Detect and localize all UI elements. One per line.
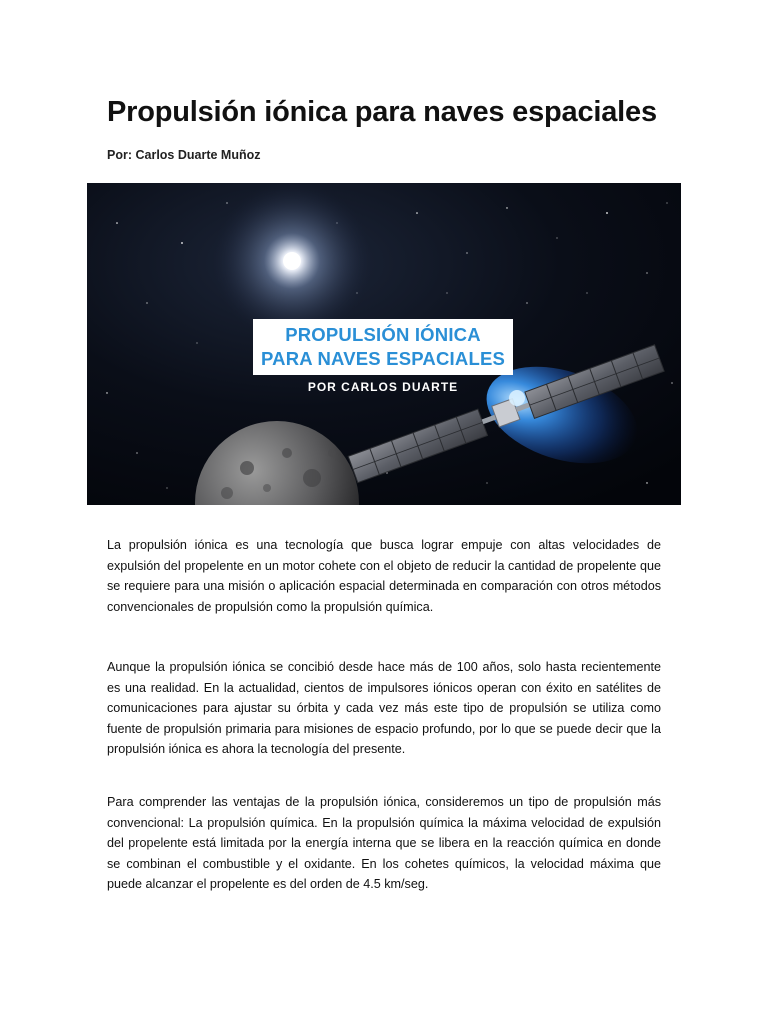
- document-title: Propulsión iónica para naves espaciales: [107, 96, 657, 128]
- author-byline: Por: Carlos Duarte Muñoz: [107, 148, 261, 162]
- hero-author-caption: POR CARLOS DUARTE: [307, 380, 459, 394]
- paragraph-history: Aunque la propulsión iónica se concibió desde hace más de 100 años, solo hasta recientemente es una realidad. En la actualidad, cientos de impulsores iónicos operan con éxito en satélites de comunicaciones para ajustar su órbita y cada vez más este tipo de propulsión se utiliza como fuente de propulsión primaria para misiones de espacio profundo, por lo que se puede decir que la propulsión iónica es ahora la tecnología del presente.: [107, 660, 661, 756]
- banner-line-2: PARA NAVES ESPACIALES: [260, 348, 506, 369]
- banner-line-1: PROPULSIÓN IÓNICA: [285, 324, 481, 345]
- hero-banner: [253, 319, 513, 375]
- paragraph-chemical-comparison: Para comprender las ventajas de la propulsión iónica, consideremos un tipo de propulsión más convencional: La propulsión química. En la propulsión química la máxima velocidad de expulsión del propelente está limitada por la energía interna que se libera en la reacción química en donde se combinan el combustible y el oxidante. En los cohetes químicos, la velocidad máxima que puede alcanzar el propelente es del orden de 4.5 km/seg.: [107, 795, 661, 891]
- paragraph-intro: La propulsión iónica es una tecnología que busca lograr empuje con altas velocidades de expulsión del propelente en un motor cohete con el objeto de reducir la cantidad de propelente que se requiere para una misión o aplicación espacial determinada en comparación con otros métodos convencionales de propulsión como la propulsión química.: [107, 538, 661, 614]
- hero-image: [87, 183, 681, 505]
- sun-core: [283, 252, 301, 270]
